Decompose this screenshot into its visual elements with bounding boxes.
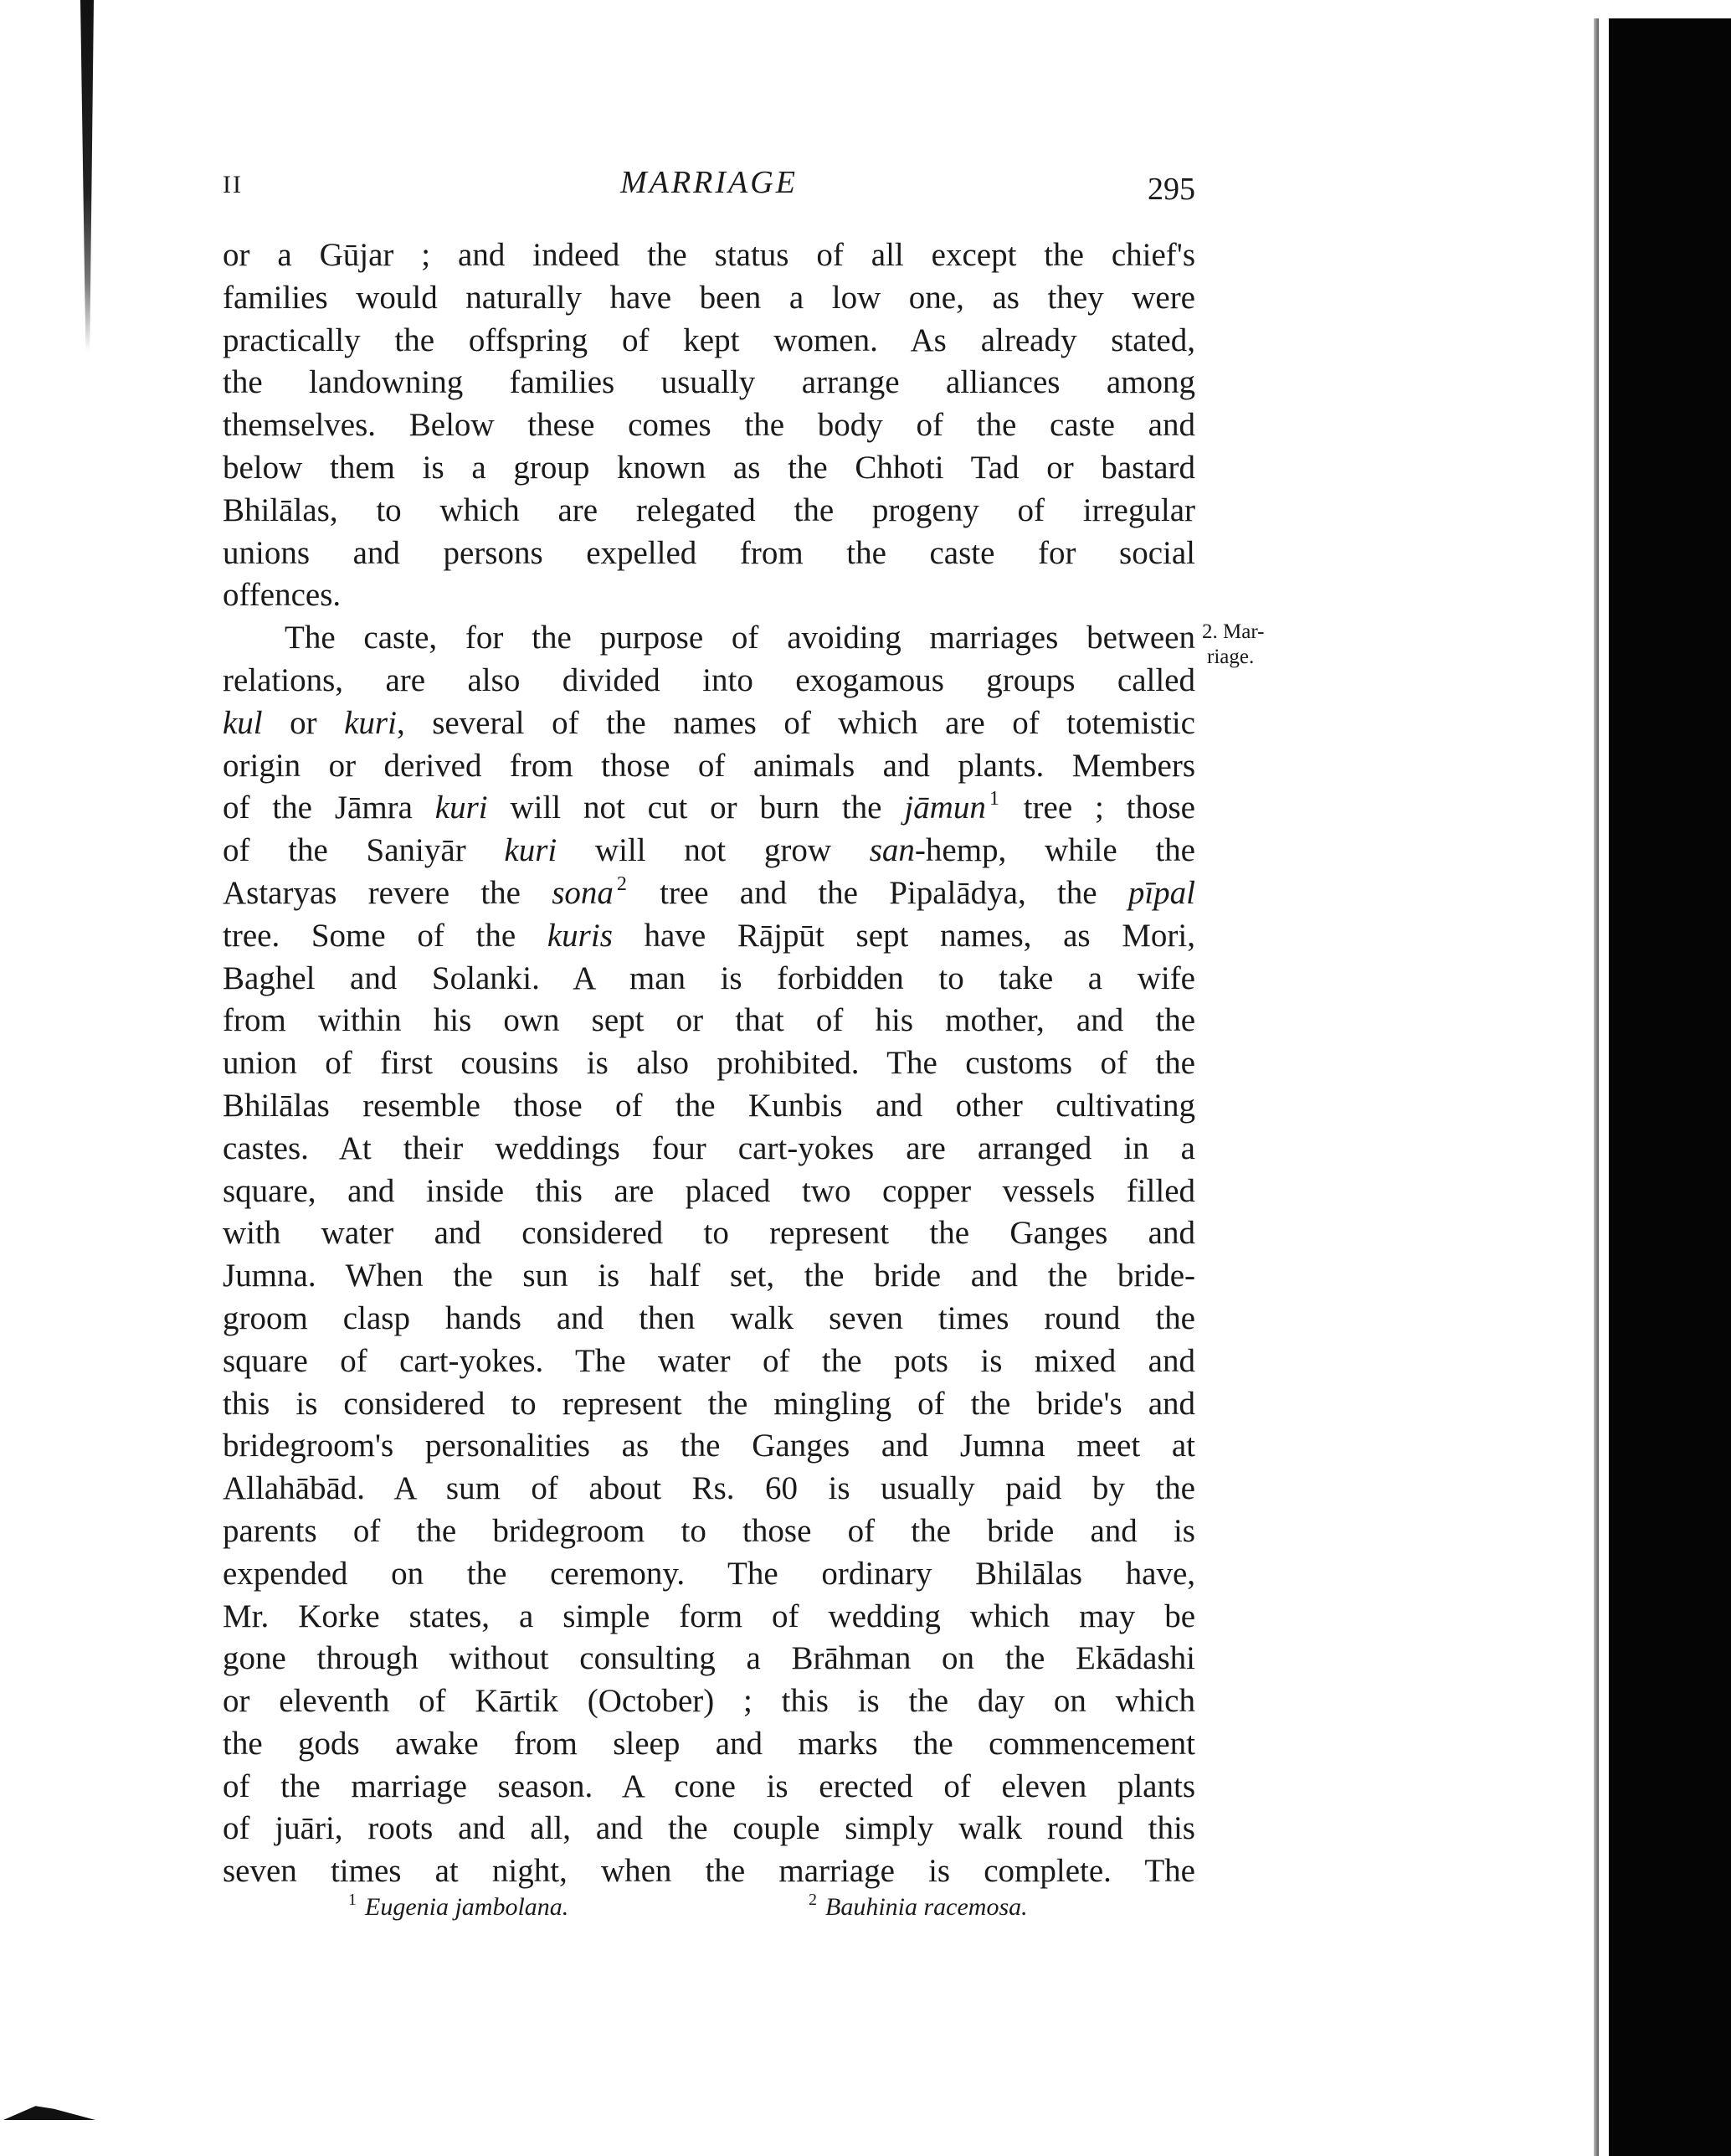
text-line: with water and considered to represent the Ganges and <box>223 1215 1195 1252</box>
text-line: bridegroom's personalities as the Ganges and Jumna meet at <box>223 1428 1195 1464</box>
text-line: tree. Some of the kuris have Rājpūt sept names, as Mori, <box>223 917 1195 954</box>
text-line: origin or derived from those of animals and plants. Members <box>223 747 1195 784</box>
text-line: below them is a group known as the Chhoti Tad or bastard <box>223 449 1195 486</box>
footnote-text: Eugenia jambolana. <box>365 1893 569 1921</box>
footnote-ref: 1 <box>989 788 999 810</box>
text-line: square, and inside this are placed two copper vessels filled <box>223 1172 1195 1209</box>
text-line: the gods awake from sleep and marks the commencement <box>223 1725 1195 1762</box>
scan-corner-mark <box>3 2100 95 2120</box>
text-line: expended on the ceremony. The ordinary Bhilālas have, <box>223 1555 1195 1592</box>
text-line: Allahābād. A sum of about Rs. 60 is usually paid by the <box>223 1470 1195 1507</box>
text-line: Jumna. When the sun is half set, the bride and the bride- <box>223 1258 1195 1294</box>
text-line: practically the offspring of kept women. As already stated, <box>223 322 1195 358</box>
text-line: from within his own sept or that of his mother, and the <box>223 1002 1195 1039</box>
text-line: of the Jāmra kuri will not cut or burn the jāmun $^1$ tree ; those <box>223 788 1195 826</box>
text-line: of juāri, roots and all, and the couple simply walk round this <box>223 1810 1195 1847</box>
text-line: castes. At their weddings four cart-yokes are arranged in a <box>223 1129 1195 1166</box>
running-title: MARRIAGE <box>620 165 798 200</box>
scan-shadow-left <box>80 0 94 352</box>
text-line: union of first cousins is also prohibited. The customs of the <box>223 1045 1195 1082</box>
text-line: families would naturally have been a low one, as they were <box>223 279 1195 316</box>
running-header <box>223 164 1195 214</box>
marginal-note-text: riage. <box>1207 646 1255 668</box>
text-line: this is considered to represent the mingling of the bride's and <box>223 1385 1195 1422</box>
text-line: parents of the bridegroom to those of the bride and is <box>223 1512 1195 1549</box>
text-line: groom clasp hands and then walk seven times round the <box>223 1299 1195 1336</box>
footnote <box>809 1891 1028 1922</box>
term-italic: kuri <box>504 832 557 869</box>
marginal-note-text: Mar- <box>1223 620 1265 643</box>
scan-edge-highlight <box>1594 18 1599 2156</box>
text-line: or a Gūjar ; and indeed the status of all except the chief's <box>223 237 1195 273</box>
text-line: seven times at night, when the marriage is complete. The <box>223 1853 1195 1890</box>
term-italic: pīpal <box>1127 874 1196 911</box>
text-line: square of cart-yokes. The water of the pots is mixed and <box>223 1342 1195 1379</box>
chapter-number: II <box>223 171 243 198</box>
page-number: 295 <box>1148 172 1195 207</box>
text-line: offences. <box>223 577 342 614</box>
term-italic: san <box>869 832 915 869</box>
marginal-note <box>1202 620 1302 670</box>
term-italic: kuri <box>344 704 397 741</box>
text-line: of the Saniyār kuri will not grow san-hemp, while the <box>223 832 1195 869</box>
text-line: unions and persons expelled from the caste for social <box>223 534 1195 571</box>
term-italic: jāmun <box>904 790 986 826</box>
term-italic: kuri <box>434 790 488 826</box>
term-italic: sona <box>552 874 614 911</box>
body-text <box>223 234 1195 1893</box>
text-line: Bhilālas resemble those of the Kunbis and other cultivating <box>223 1087 1195 1124</box>
text-line: the landowning families usually arrange alliances among <box>223 364 1195 401</box>
text-line: kul or kuri, several of the names of which are of totemistic <box>223 704 1195 741</box>
text-line: of the marriage season. A cone is erected of eleven plants <box>223 1768 1195 1804</box>
footnote-ref: 2 <box>616 872 627 895</box>
footnotes <box>223 1891 1195 1929</box>
text-line: Mr. Korke states, a simple form of wedding which may be <box>223 1598 1195 1634</box>
term-italic: kuris <box>547 917 613 954</box>
text-line: gone through without consulting a Brāhman on the Ekādashi <box>223 1640 1195 1677</box>
footnote <box>348 1891 568 1922</box>
text-line: Astaryas revere the sona $^2$ tree and the Pipalādya, the pīpal <box>223 872 1196 911</box>
footnote-text: Bauhinia racemosa. <box>825 1893 1028 1921</box>
text-line: themselves. Below these comes the body of the caste and <box>223 407 1195 444</box>
marginal-note-number: 2. <box>1202 620 1218 643</box>
text-line: or eleventh of Kārtik (October) ; this is the day on which <box>223 1683 1195 1720</box>
footnote-marker: 2 <box>809 1891 817 1909</box>
footnote-marker: 1 <box>348 1891 357 1909</box>
term-italic: kul <box>223 704 263 741</box>
text-line: Bhilālas, to which are relegated the progeny of irregular <box>223 491 1195 528</box>
text-line: Baghel and Solanki. A man is forbidden to take a wife <box>223 960 1195 996</box>
scan-shadow-right <box>1609 18 1731 2156</box>
paragraph-start-line: The caste, for the purpose of avoiding marriages between <box>285 620 1195 656</box>
text-line: relations, are also divided into exogamous groups called <box>223 661 1195 698</box>
